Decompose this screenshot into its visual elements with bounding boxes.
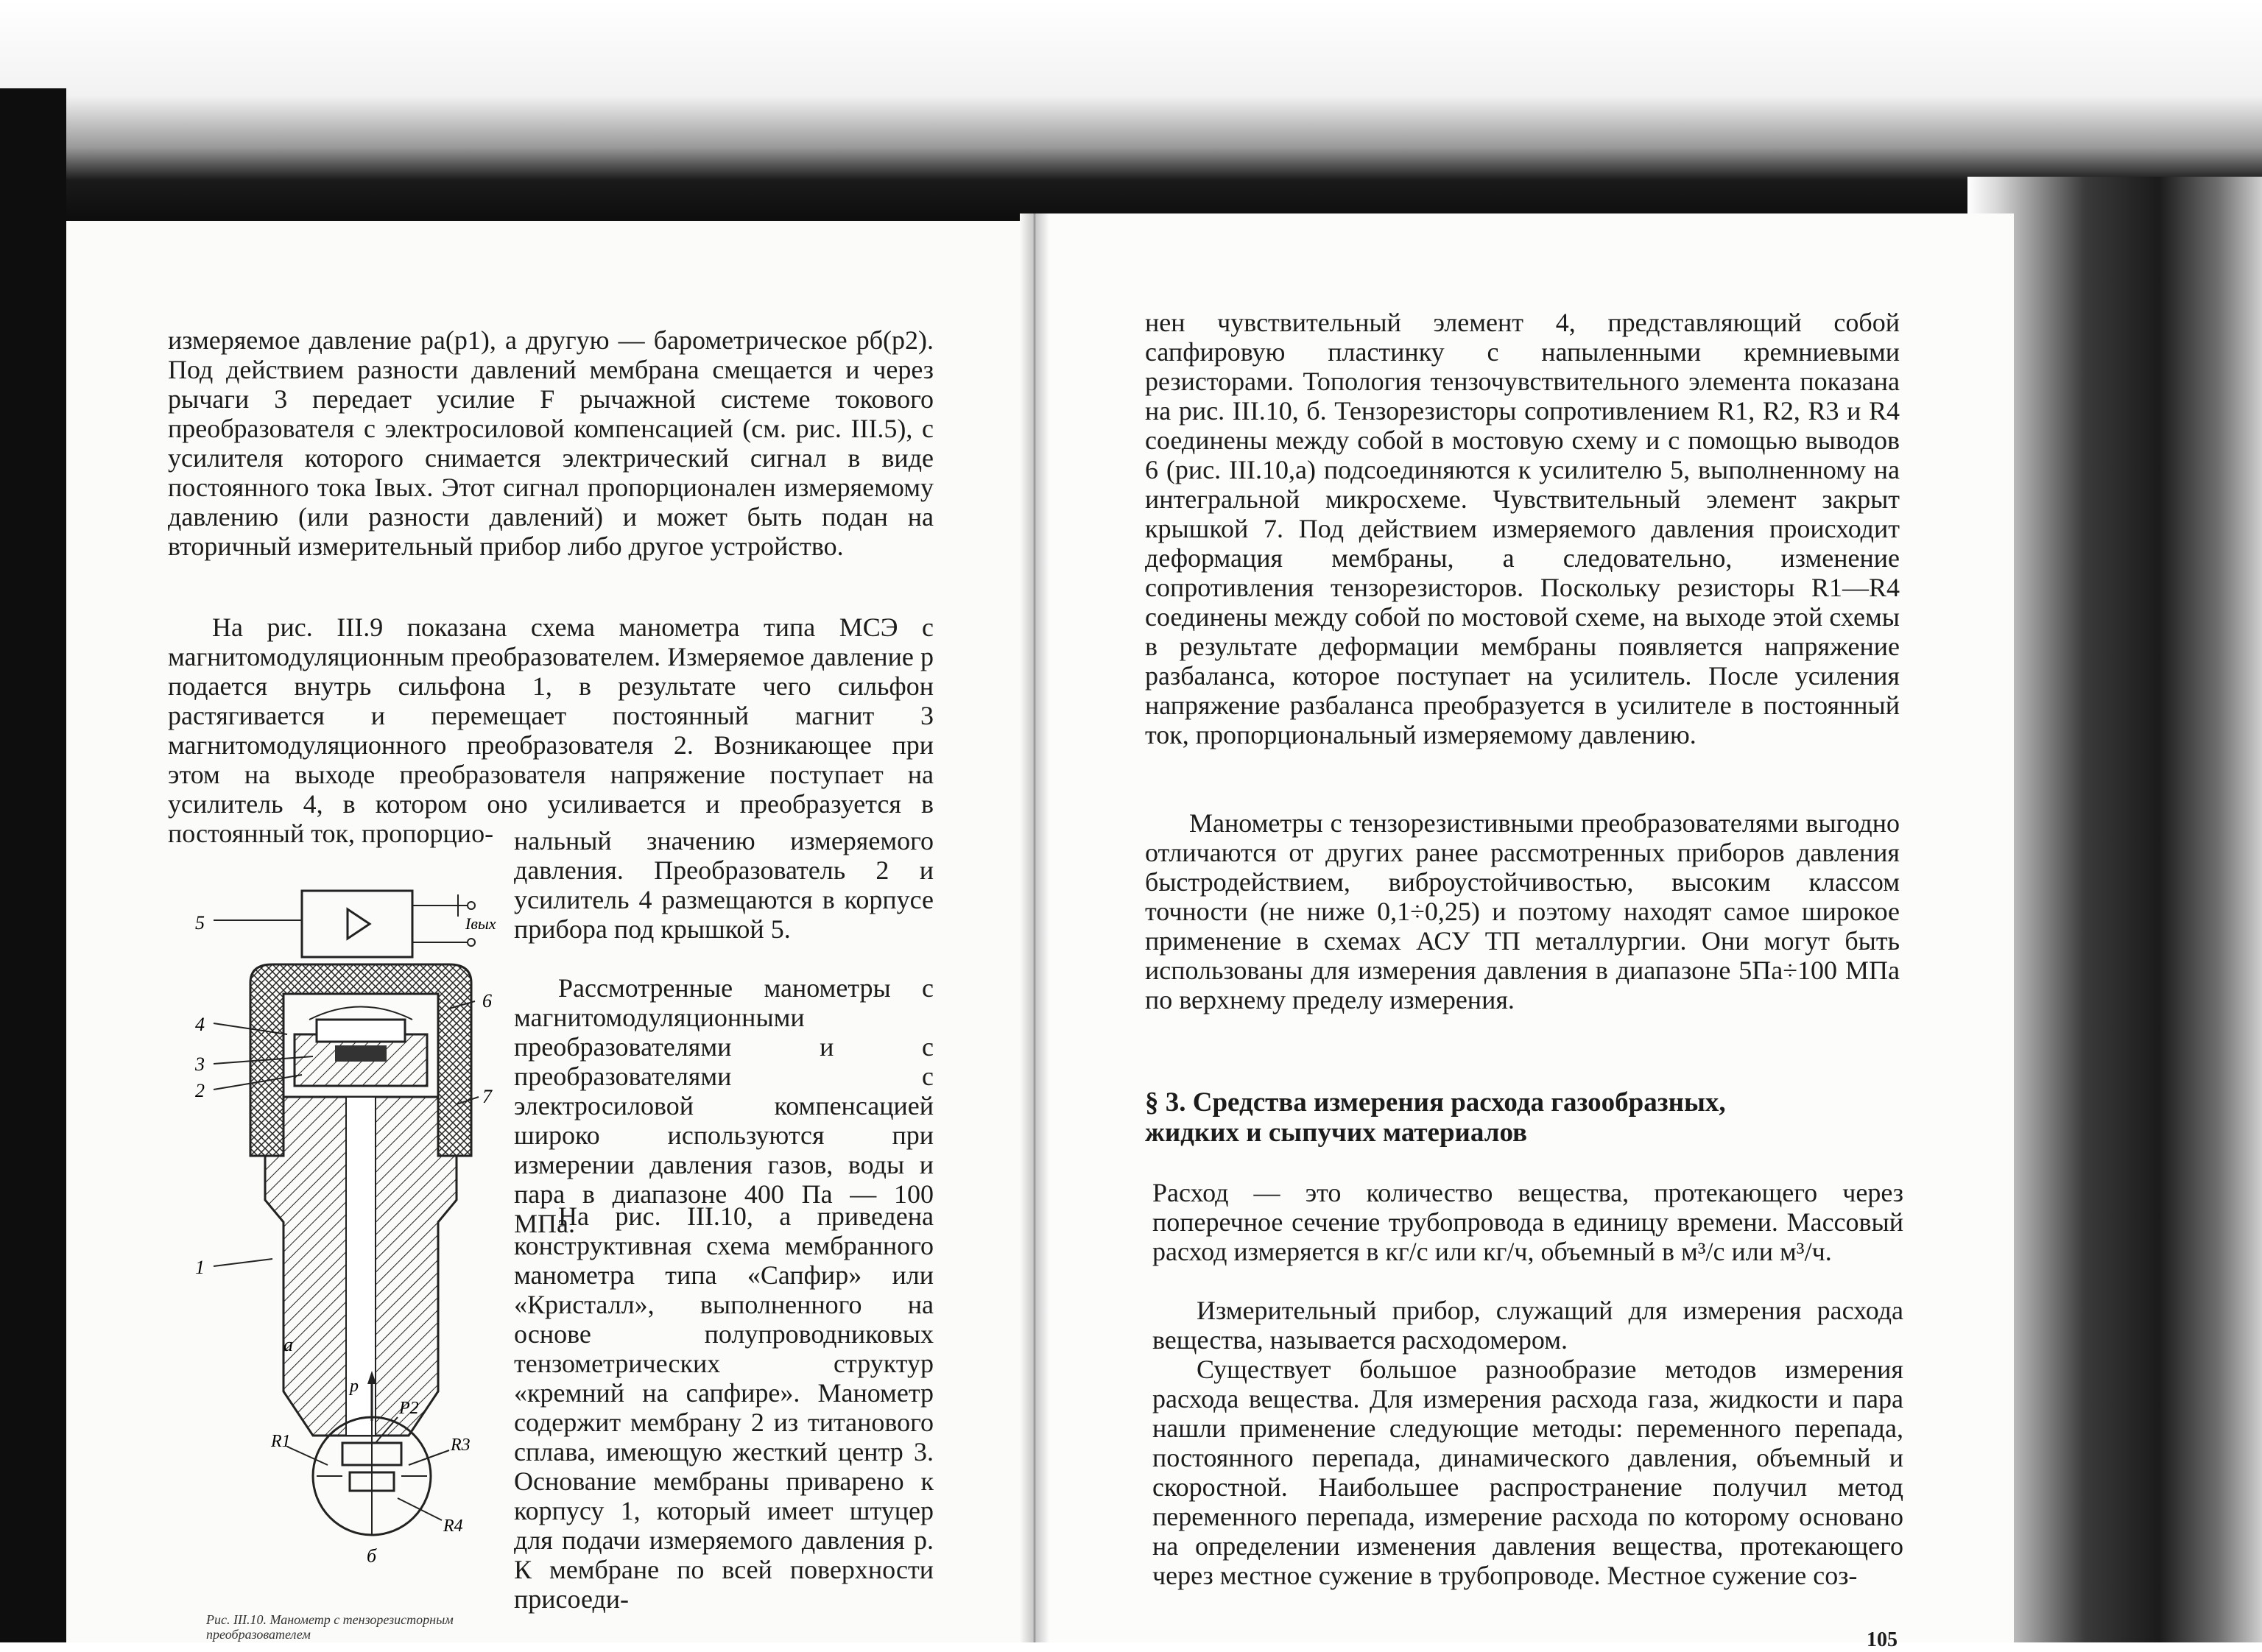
right-section-paragraph-3: Существует большое разнообразие методов измерения расхода вещества. Для измерения расхода газа, жидкости и пара нашли применение следующие методы: переменного перепада, постоянного перепада, динамического давления, объемный и скоростной. Наибольшее распространение получил метод переменного перепада, измерение расхода по которому основано на определении изменения давления вещества, протекающего через местное сужение в трубопроводе. Местное сужение соз- [1152,1355,1903,1590]
figure-caption: Рис. III.10. Манометр с тензорезисторным преобразователем [206,1612,454,1642]
figure-label-a: а [283,1334,293,1355]
left-paragraph-1: измеряемое давление pa(p1), а другую — барометрическое pб(p2). Под действием разности давлений мембрана смещается и через рычаги 3 передает усилие F рычажной системе токового преобразователя с электросиловой компенсацией (см. рис. III.5), с усилителя которого снимается электрический сигнал в виде постоянного тока Iвых. Этот сигнал пропорционален измеряемому давлению (или разности давлений) и может быть подан на вторичный измерительный прибор либо другое устройство. [168,325,934,561]
right-paragraph-1: нен чувствительный элемент 4, представляющий собой сапфировую пластинку с напыленными кремниевыми резисторами. Топология тензочувствительного элемента показана на рис. III.10, б. Тензорезисторы сопротивлением R1, R2, R3 и R4 соединены между собой в мостовую схему и с помощью выводов 6 (рис. III.10,а) подсоединяются к усилителю 5, выполненному на интегральной микросхеме. Чувствительный элемент закрыт крышкой 7. Под действием измеряемого давления происходит деформация мембраны, а следовательно, изменение сопротивления тензорезисторов. Поскольку резисторы R1—R4 соединены между собой по мостовой схеме, на выходе этой схемы в результате деформации мембраны появляется напряжение разбаланса, которое поступает на усилитель. После усиления напряжение разбаланса преобразуется в усилителе в постоянный ток, пропорциональный измеряемому давлению. [1145,308,1900,749]
figure-label-p2: P2 [399,1399,419,1418]
figure-label-b: б [367,1545,377,1567]
right-section-paragraph-1: Расход — это количество вещества, протекающего через поперечное сечение трубопровода в единицу времени. Массовый расход измеряется в кг/с или кг/ч, объемный в м³/с или м³/ч. [1152,1178,1903,1266]
book-gutter [1020,213,1049,1642]
figure-label-2: 2 [195,1080,205,1101]
left-paragraph-4: Рассмотренные манометры с магнитомодуляционными преобразователями и с преобразователями с электросиловой компенсацией широко используются при измерении давления газов, воды и пара в диапазоне 400 Па — 100 МПа. [514,973,934,1238]
figure-label-r3: R3 [451,1436,471,1455]
left-paragraph-3: нальный значению измеряемого давления. Преобразователь 2 и усилитель 4 размещаются в корпусе прибора под крышкой 5. [514,826,934,944]
figure-label-4: 4 [195,1014,205,1035]
page-number: 105 [1867,1628,1898,1651]
section-heading-line-1: § 3. Средства измерения расхода газообразных, [1145,1087,1726,1118]
scan-background-left [0,88,66,1642]
figure-label-r4: R4 [443,1517,463,1536]
figure-label-5: 5 [195,912,205,933]
figure-label-r1: R1 [271,1432,291,1451]
left-paragraph-2: На рис. III.9 показана схема манометра типа МСЭ с магнитомодуляционным преобразователем. Измеряемое давление p подается внутрь сильфона 1, в результате чего сильфон растягивается и перемещает постоянный магнит 3 магнитомодуляционного преобразователя 2. Возникающее при этом на выходе преобразователя напряжение поступает на усилитель 4, в котором оно усиливается и преобразуется в постоянный ток, пропорцио- [168,613,934,848]
manometer-figure [184,876,512,1612]
figure-label-iout: Iвых [465,914,496,933]
figure-label-3: 3 [195,1053,205,1075]
figure-label-6: 6 [482,990,492,1012]
figure-label-p: p [350,1377,359,1396]
right-paragraph-2: Манометры с тензорезистивными преобразователями выгодно отличаются от других ранее рассмотренных приборов давления быстродействием, виброустойчивостью, высоким классом точности (не ниже 0,1÷0,25) и поэтому находят самое широкое применение в схемах АСУ ТП металлургии. Они могут быть использованы для измерения давления в диапазоне 5Па÷100 МПа по верхнему пределу измерения. [1145,808,1900,1014]
left-paragraph-5: На рис. III.10, а приведена конструктивная схема мембранного манометра типа «Сапфир» или «Кристалл», выполненного на основе полупроводниковых тензометрических структур «кремний на сапфире». Манометр содержит мембрану 2 из титанового сплава, имеющую жесткий центр 3. Основание мембраны приварено к корпусу 1, который имеет штуцер для подачи измеряемого давления p. К мембране по всей поверхности присоеди- [514,1201,934,1614]
section-heading-line-2: жидких и сыпучих материалов [1145,1118,1528,1148]
scan-background-top [0,0,2262,221]
figure-label-1: 1 [195,1257,205,1278]
figure-label-7: 7 [482,1086,492,1107]
right-section-paragraph-2: Измерительный прибор, служащий для измерения расхода вещества, называется расходомером. [1152,1296,1903,1355]
